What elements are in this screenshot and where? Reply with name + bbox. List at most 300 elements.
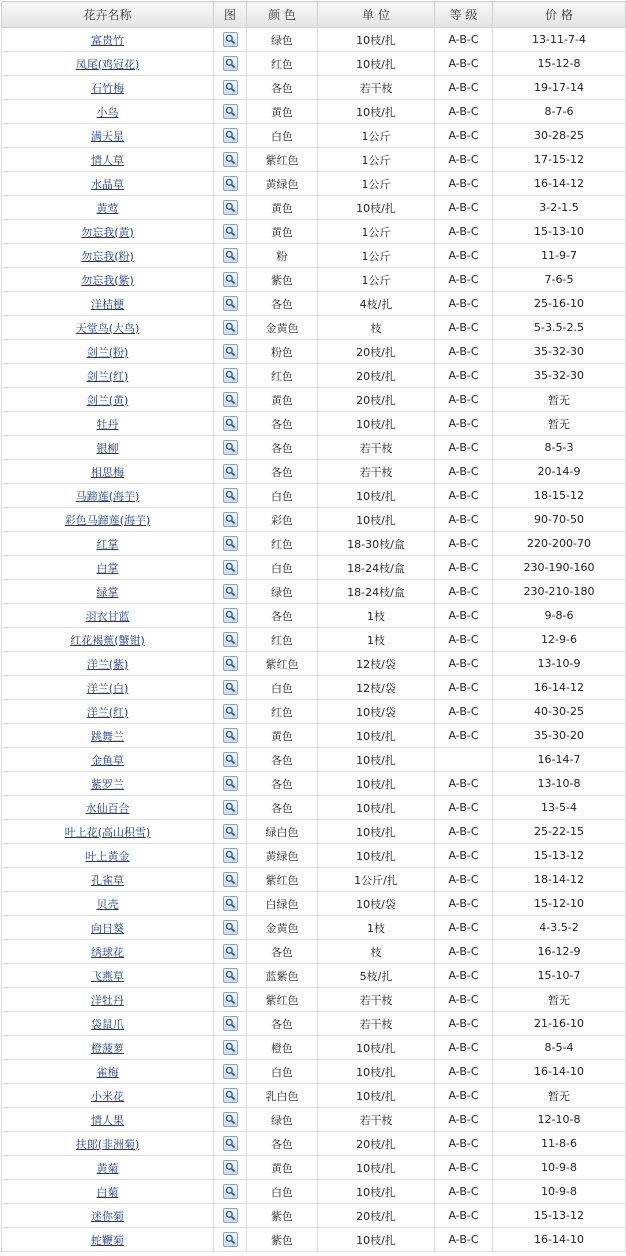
color-cell: 金黄色 [247,916,318,940]
color-cell: 黄色 [247,196,318,220]
price-cell: 25-16-10 [493,292,626,316]
color-cell: 各色 [247,796,318,820]
grade-cell: A-B-C [435,316,493,340]
table-row [2,820,626,844]
magnifier-icon[interactable] [223,992,238,1007]
unit-cell: 10枝/扎 [318,1036,435,1060]
color-cell: 绿色 [247,1108,318,1132]
table-row [2,772,626,796]
flower-name-link[interactable]: 凤尾(鸡冠花) [75,57,140,71]
picture-cell [214,52,247,76]
flower-name-link[interactable]: 勿忘我(黄) [81,225,134,239]
color-cell: 白绿色 [247,892,318,916]
color-cell: 黄色 [247,220,318,244]
color-cell: 绿色 [247,28,318,52]
flower-name-cell [2,388,214,412]
grade-cell [435,748,493,772]
magnifier-icon[interactable] [223,416,238,431]
flower-name-link[interactable]: 相思梅 [91,465,124,479]
color-cell: 蓝紫色 [247,964,318,988]
color-cell: 各色 [247,412,318,436]
color-cell: 乳白色 [247,1084,318,1108]
flower-name-link[interactable]: 洋兰(紫) [86,657,129,671]
table-row [2,1108,626,1132]
table-row [2,676,626,700]
flower-name-link[interactable]: 雀梅 [96,1065,119,1079]
flower-name-cell [2,172,214,196]
magnifier-icon[interactable] [223,800,238,815]
picture-cell [214,28,247,52]
price-cell: 8-5-3 [493,436,626,460]
magnifier-icon[interactable] [223,872,238,887]
picture-cell [214,292,247,316]
flower-name-link[interactable]: 小米花 [91,1089,124,1103]
flower-name-cell [2,292,214,316]
flower-name-link[interactable]: 牡丹 [96,417,119,431]
flower-name-link[interactable]: 叶上黄金 [85,849,130,863]
flower-name-cell [2,244,214,268]
magnifier-icon[interactable] [223,296,238,311]
color-cell: 黄绿色 [247,844,318,868]
flower-name-link[interactable]: 跳舞兰 [91,729,124,743]
magnifier-icon[interactable] [223,104,238,119]
color-cell: 各色 [247,1012,318,1036]
grade-cell: A-B-C [435,436,493,460]
grade-cell: A-B-C [435,652,493,676]
picture-cell [214,1084,247,1108]
magnifier-icon[interactable] [223,488,238,503]
magnifier-icon[interactable] [223,368,238,383]
flower-name-link[interactable]: 黄莺 [96,201,119,215]
flower-name-cell [2,52,214,76]
price-cell: 15-10-7 [493,964,626,988]
magnifier-icon[interactable] [223,968,238,983]
flower-name-link[interactable]: 飞燕草 [91,969,124,983]
flower-name-link[interactable]: 剑兰(粉) [86,345,129,359]
table-row [2,316,626,340]
grade-cell: A-B-C [435,892,493,916]
flower-name-cell [2,28,214,52]
magnifier-icon[interactable] [223,248,238,263]
grade-cell: A-B-C [435,964,493,988]
table-row [2,1204,626,1228]
price-cell: 16-14-7 [493,748,626,772]
grade-cell: A-B-C [435,388,493,412]
flower-name-link[interactable]: 洋兰(红) [86,705,129,719]
flower-name-link[interactable]: 绿掌 [96,585,119,599]
grade-cell: A-B-C [435,28,493,52]
unit-cell: 10枝/扎 [318,484,435,508]
picture-cell [214,268,247,292]
flower-name-link[interactable]: 勿忘我(紫) [81,273,134,287]
color-cell: 红色 [247,52,318,76]
color-cell: 各色 [247,940,318,964]
flower-name-link[interactable]: 袋鼠爪 [91,1017,124,1031]
color-cell: 紫色 [247,1204,318,1228]
flower-name-cell [2,1180,214,1204]
unit-cell: 20枝/扎 [318,340,435,364]
price-cell: 18-15-12 [493,484,626,508]
flower-name-link[interactable]: 白掌 [96,561,119,575]
grade-cell: A-B-C [435,532,493,556]
picture-cell [214,220,247,244]
flower-name-link[interactable]: 扶郎(非洲菊) [75,1137,140,1151]
picture-cell [214,100,247,124]
picture-cell [214,196,247,220]
table-row [2,868,626,892]
flower-name-cell [2,316,214,340]
magnifier-icon[interactable] [223,1208,238,1223]
magnifier-icon[interactable] [223,1136,238,1151]
flower-name-link[interactable]: 孔雀草 [91,873,124,887]
unit-cell: 1公斤 [318,244,435,268]
flower-name-cell [2,988,214,1012]
picture-cell [214,772,247,796]
flower-name-link[interactable]: 小鸟 [96,105,119,119]
picture-cell [214,316,247,340]
price-cell: 90-70-50 [493,508,626,532]
color-cell: 红色 [247,628,318,652]
header-pic: 图 [214,2,247,28]
grade-cell: A-B-C [435,220,493,244]
unit-cell: 10枝/扎 [318,28,435,52]
flower-name-link[interactable]: 满天星 [91,129,124,143]
color-cell: 各色 [247,460,318,484]
table-row [2,100,626,124]
flower-name-link[interactable]: 洋牡丹 [91,993,124,1007]
grade-cell: A-B-C [435,1204,493,1228]
magnifier-icon[interactable] [223,440,238,455]
flower-name-cell [2,820,214,844]
flower-name-link[interactable]: 剑兰(红) [86,369,129,383]
unit-cell: 1公斤 [318,148,435,172]
flower-price-table [1,1,626,1252]
picture-cell [214,868,247,892]
flower-name-cell [2,580,214,604]
color-cell: 各色 [247,604,318,628]
grade-cell: A-B-C [435,916,493,940]
price-cell: 13-11-7-4 [493,28,626,52]
picture-cell [214,364,247,388]
magnifier-icon[interactable] [223,1016,238,1031]
price-cell: 8-5-4 [493,1036,626,1060]
unit-cell: 5枝/扎 [318,964,435,988]
flower-name-link[interactable]: 马蹄莲(海芋) [75,489,140,503]
price-cell: 16-12-9 [493,940,626,964]
magnifier-icon[interactable] [223,1088,238,1103]
unit-cell: 1枝 [318,628,435,652]
flower-name-link[interactable]: 红掌 [96,537,119,551]
table-row [2,388,626,412]
flower-name-cell [2,964,214,988]
picture-cell [214,436,247,460]
magnifier-icon[interactable] [223,1112,238,1127]
unit-cell: 10枝/扎 [318,844,435,868]
price-cell: 13-5-4 [493,796,626,820]
flower-name-cell [2,340,214,364]
table-row [2,508,626,532]
unit-cell: 若干枝 [318,988,435,1012]
grade-cell: A-B-C [435,364,493,388]
price-cell: 16-14-10 [493,1228,626,1252]
magnifier-icon[interactable] [223,536,238,551]
unit-cell: 10枝/扎 [318,1060,435,1084]
table-row [2,436,626,460]
magnifier-icon[interactable] [223,608,238,623]
grade-cell: A-B-C [435,268,493,292]
magnifier-icon[interactable] [223,896,238,911]
grade-cell: A-B-C [435,868,493,892]
grade-cell: A-B-C [435,940,493,964]
flower-name-link[interactable]: 迷你菊 [91,1209,124,1223]
flower-name-link[interactable]: 蛇鞭菊 [91,1233,124,1247]
price-cell: 3-2-1.5 [493,196,626,220]
flower-name-cell [2,268,214,292]
flower-name-link[interactable]: 水仙百合 [85,801,130,815]
flower-name-link[interactable]: 富贵竹 [91,33,124,47]
magnifier-icon[interactable] [223,272,238,287]
table-row [2,652,626,676]
flower-name-cell [2,724,214,748]
magnifier-icon[interactable] [223,464,238,479]
price-cell: 暂无 [493,1084,626,1108]
flower-name-link[interactable]: 天堂鸟(大鸟) [75,321,140,335]
grade-cell: A-B-C [435,1228,493,1252]
flower-name-link[interactable]: 白菊 [96,1185,119,1199]
price-cell: 16-14-12 [493,172,626,196]
table-row [2,1180,626,1204]
flower-name-link[interactable]: 剑兰(黄) [86,393,129,407]
color-cell: 黄色 [247,388,318,412]
unit-cell: 10枝/扎 [318,1228,435,1252]
flower-name-cell [2,148,214,172]
grade-cell: A-B-C [435,772,493,796]
picture-cell [214,940,247,964]
flower-name-cell [2,1060,214,1084]
price-cell: 10-9-8 [493,1180,626,1204]
unit-cell: 10枝/扎 [318,100,435,124]
magnifier-icon[interactable] [223,944,238,959]
magnifier-icon[interactable] [223,1232,238,1247]
magnifier-icon[interactable] [223,584,238,599]
flower-name-link[interactable]: 情人果 [91,1113,124,1127]
price-cell: 15-13-12 [493,844,626,868]
flower-name-link[interactable]: 洋兰(白) [86,681,129,695]
flower-name-link[interactable]: 绣球花 [91,945,124,959]
magnifier-icon[interactable] [223,80,238,95]
flower-name-link[interactable]: 金鱼草 [91,753,124,767]
grade-cell: A-B-C [435,724,493,748]
magnifier-icon[interactable] [223,176,238,191]
flower-name-link[interactable]: 水晶草 [91,177,124,191]
flower-name-cell [2,628,214,652]
magnifier-icon[interactable] [223,152,238,167]
color-cell: 各色 [247,748,318,772]
magnifier-icon[interactable] [223,320,238,335]
flower-name-cell [2,460,214,484]
magnifier-icon[interactable] [223,32,238,47]
flower-name-cell [2,364,214,388]
picture-cell [214,700,247,724]
header-color: 颜 色 [247,2,318,28]
flower-name-cell [2,1156,214,1180]
color-cell: 紫红色 [247,868,318,892]
picture-cell [214,988,247,1012]
flower-name-cell [2,868,214,892]
flower-name-cell [2,916,214,940]
flower-name-link[interactable]: 红花褐蕉(蟹钳) [70,633,145,647]
picture-cell [214,340,247,364]
magnifier-icon[interactable] [223,848,238,863]
magnifier-icon[interactable] [223,344,238,359]
price-cell: 暂无 [493,988,626,1012]
unit-cell: 10枝/袋 [318,892,435,916]
unit-cell: 10枝/扎 [318,1084,435,1108]
table-row [2,1084,626,1108]
flower-name-cell [2,892,214,916]
flower-name-link[interactable]: 黄菊 [96,1161,119,1175]
price-cell: 220-200-70 [493,532,626,556]
unit-cell: 4枝/扎 [318,292,435,316]
magnifier-icon[interactable] [223,1040,238,1055]
flower-name-link[interactable]: 银柳 [96,441,119,455]
picture-cell [214,604,247,628]
magnifier-icon[interactable] [223,1184,238,1199]
price-cell: 12-9-6 [493,628,626,652]
unit-cell: 若干枝 [318,1012,435,1036]
color-cell: 紫色 [247,1228,318,1252]
grade-cell: A-B-C [435,340,493,364]
table-row [2,484,626,508]
price-cell: 13-10-8 [493,772,626,796]
flower-name-cell [2,76,214,100]
picture-cell [214,508,247,532]
table-row [2,196,626,220]
color-cell: 黄绿色 [247,172,318,196]
table-row [2,892,626,916]
picture-cell [214,820,247,844]
flower-name-cell [2,508,214,532]
grade-cell: A-B-C [435,124,493,148]
unit-cell: 枝 [318,940,435,964]
picture-cell [214,1228,247,1252]
picture-cell [214,76,247,100]
magnifier-icon[interactable] [223,512,238,527]
magnifier-icon[interactable] [223,392,238,407]
color-cell: 金黄色 [247,316,318,340]
unit-cell: 1公斤 [318,124,435,148]
price-cell: 7-6-5 [493,268,626,292]
grade-cell: A-B-C [435,604,493,628]
unit-cell: 20枝/扎 [318,388,435,412]
magnifier-icon[interactable] [223,656,238,671]
magnifier-icon[interactable] [223,224,238,239]
price-cell: 暂无 [493,388,626,412]
color-cell: 黄色 [247,1156,318,1180]
price-cell: 12-10-8 [493,1108,626,1132]
table-row [2,76,626,100]
flower-name-link[interactable]: 彩色马蹄莲(海芋) [64,513,151,527]
flower-name-cell [2,124,214,148]
header-price: 价 格 [493,2,626,28]
picture-cell [214,1156,247,1180]
unit-cell: 10枝/扎 [318,412,435,436]
picture-cell [214,580,247,604]
magnifier-icon[interactable] [223,1064,238,1079]
grade-cell: A-B-C [435,508,493,532]
price-cell: 15-13-10 [493,220,626,244]
flower-name-cell [2,796,214,820]
flower-name-link[interactable]: 叶上花(高山积雪) [64,825,151,839]
magnifier-icon[interactable] [223,776,238,791]
flower-name-link[interactable]: 洋桔梗 [91,297,124,311]
picture-cell [214,172,247,196]
price-cell: 16-14-12 [493,676,626,700]
grade-cell: A-B-C [435,676,493,700]
unit-cell: 12枝/袋 [318,676,435,700]
magnifier-icon[interactable] [223,680,238,695]
grade-cell: A-B-C [435,292,493,316]
unit-cell: 12枝/袋 [318,652,435,676]
color-cell: 紫红色 [247,148,318,172]
magnifier-icon[interactable] [223,1160,238,1175]
flower-name-cell [2,1108,214,1132]
flower-name-link[interactable]: 贝壳 [96,897,119,911]
magnifier-icon[interactable] [223,632,238,647]
grade-cell: A-B-C [435,820,493,844]
color-cell: 粉 [247,244,318,268]
price-cell: 40-30-25 [493,700,626,724]
flower-name-link[interactable]: 向日葵 [91,921,124,935]
magnifier-icon[interactable] [223,704,238,719]
unit-cell: 20枝/扎 [318,364,435,388]
grade-cell: A-B-C [435,412,493,436]
grade-cell: A-B-C [435,556,493,580]
flower-name-link[interactable]: 羽衣甘蓝 [85,609,130,623]
grade-cell: A-B-C [435,700,493,724]
magnifier-icon[interactable] [223,752,238,767]
price-cell: 230-190-160 [493,556,626,580]
flower-name-link[interactable]: 勿忘我(粉) [81,249,134,263]
grade-cell: A-B-C [435,484,493,508]
magnifier-icon[interactable] [223,128,238,143]
flower-name-link[interactable]: 石竹梅 [91,81,124,95]
magnifier-icon[interactable] [223,824,238,839]
table-row [2,628,626,652]
table-row [2,988,626,1012]
price-cell: 15-12-8 [493,52,626,76]
magnifier-icon[interactable] [223,920,238,935]
table-row [2,1060,626,1084]
magnifier-icon[interactable] [223,200,238,215]
price-cell: 8-7-6 [493,100,626,124]
magnifier-icon[interactable] [223,560,238,575]
color-cell: 橙色 [247,1036,318,1060]
table-row [2,364,626,388]
table-row [2,916,626,940]
color-cell: 白色 [247,124,318,148]
flower-name-link[interactable]: 紫罗兰 [91,777,124,791]
picture-cell [214,532,247,556]
table-row [2,964,626,988]
flower-name-link[interactable]: 橙菠萝 [91,1041,124,1055]
unit-cell: 20枝/扎 [318,1204,435,1228]
table-row [2,52,626,76]
magnifier-icon[interactable] [223,56,238,71]
flower-name-link[interactable]: 情人草 [91,153,124,167]
magnifier-icon[interactable] [223,728,238,743]
grade-cell: A-B-C [435,580,493,604]
